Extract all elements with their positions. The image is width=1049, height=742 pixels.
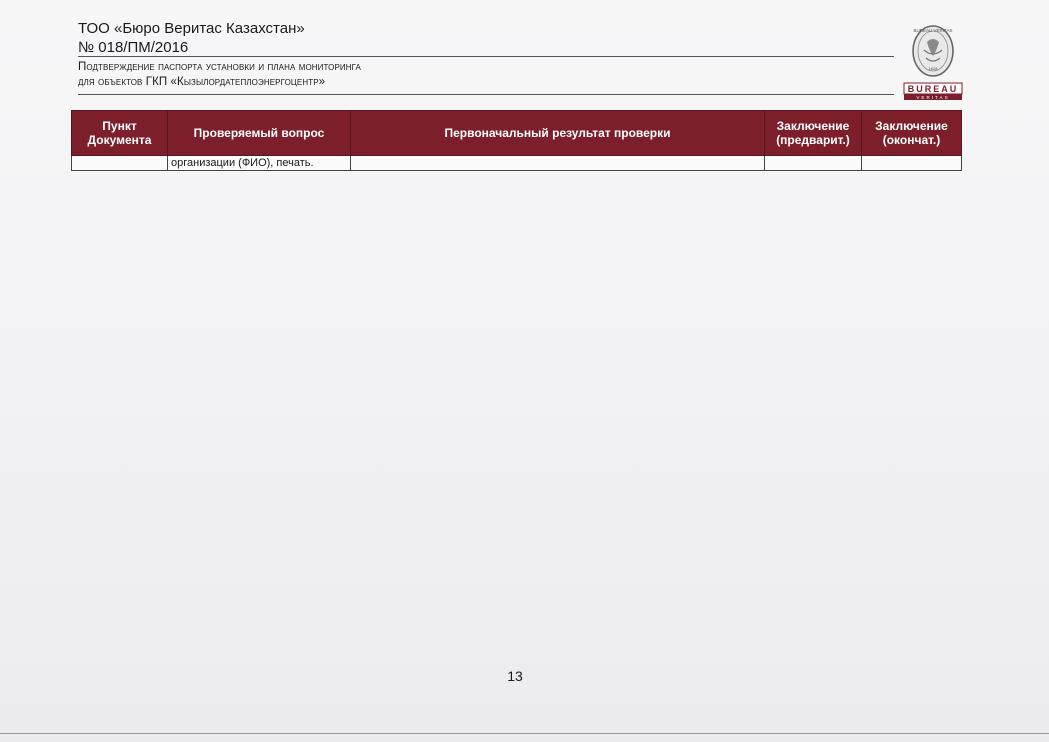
- table-cell: [765, 156, 862, 171]
- logo-year: 1828: [928, 66, 938, 71]
- logo-arc-text: BUREAU VERITAS: [913, 28, 953, 33]
- document-subject: [78, 60, 894, 90]
- table-cell: организации (ФИО), печать.: [168, 156, 351, 171]
- column-header-initial-result: Первоначальный результат проверки: [351, 111, 765, 156]
- header-divider-top: [78, 56, 894, 57]
- column-header-final-conclusion: Заключение (окончат.): [862, 111, 962, 156]
- table-cell: [72, 156, 168, 171]
- logo-sub-wordmark: VERITAS: [916, 95, 950, 100]
- column-header-preliminary-conclusion: Заключение (предварит.): [765, 111, 862, 156]
- subject-line-2: для объектов ГКП «Кызылордатеплоэнергоцентр»: [78, 76, 326, 88]
- document-number: № 018/ПМ/2016: [78, 39, 189, 56]
- column-header-checked-question: Проверяемый вопрос: [168, 111, 351, 156]
- bureau-veritas-logo: [900, 20, 966, 102]
- column-header-document-item: Пункт Документа: [72, 111, 168, 156]
- logo-wordmark: BUREAU: [907, 84, 959, 94]
- page-bottom-edge: [0, 733, 1049, 734]
- header-divider-bottom: [78, 94, 894, 95]
- table-row: [72, 156, 962, 171]
- subject-line-1: Подтверждение паспорта установки и плана мониторинга: [78, 61, 361, 73]
- table-cell: [351, 156, 765, 171]
- table-cell: [862, 156, 962, 171]
- organization-name: ТОО «Бюро Веритас Казахстан»: [78, 20, 305, 37]
- page-number: 13: [507, 668, 523, 684]
- audit-table: [71, 110, 962, 171]
- document-header: [78, 20, 898, 57]
- table-header-row: [72, 111, 962, 156]
